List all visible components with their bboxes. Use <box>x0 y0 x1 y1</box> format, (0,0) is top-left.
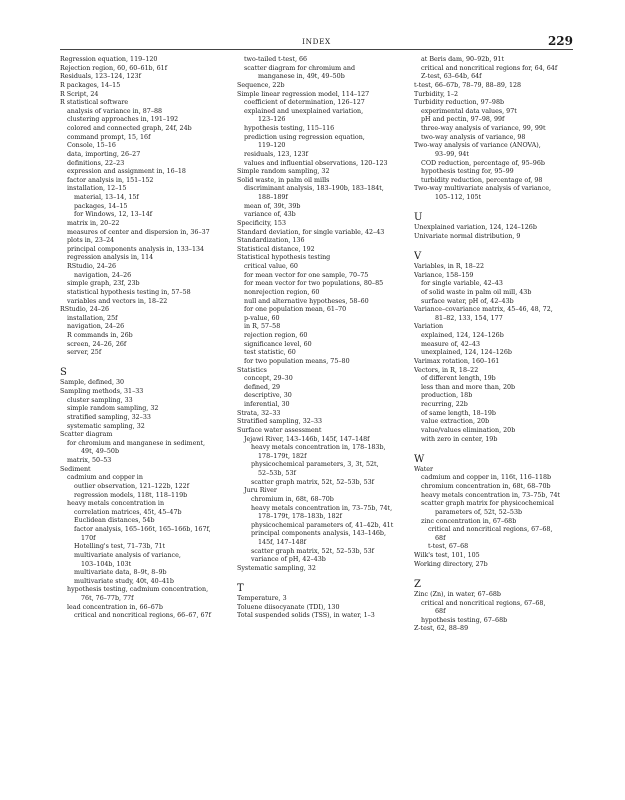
running-header <box>60 34 573 50</box>
index-subentry: heavy metals concentration in <box>67 500 165 508</box>
index-subentry: Euclidean distances, 54b <box>74 517 155 525</box>
section-letter-heading: U <box>414 212 423 224</box>
index-subentry: expression and assignment in, 16–18 <box>67 168 186 176</box>
index-column-3 <box>414 56 579 634</box>
section-letter-heading: W <box>414 453 425 465</box>
index-subentry: inferential, 30 <box>244 401 290 408</box>
index-subentry: simple random sampling, 32 <box>67 405 159 413</box>
index-entry: Water <box>414 465 434 473</box>
index-subentry: 123–126 <box>258 116 286 124</box>
index-entry: Unexplained variation, 124, 124–126b <box>414 224 537 232</box>
index-entry: Two-way multivariate analysis of variance, <box>414 185 552 193</box>
index-subentry: 105–112, 105t <box>435 194 482 201</box>
index-entry: Simple linear regression model, 114–127 <box>237 90 370 98</box>
index-subentry: variance of, 43b <box>244 211 296 219</box>
index-subentry: multivariate data, 8–9t, 8–9b <box>74 569 167 577</box>
index-subentry: principal components analysis in, 133–134 <box>67 245 205 253</box>
index-subentry: nonrejection region, 60 <box>244 288 320 296</box>
index-subentry: chromium concentration in, 68t, 68–70b <box>421 483 551 491</box>
index-subentry: R commands in, 26b <box>67 332 133 339</box>
index-subentry: physicochemical parameters, 3, 3t, 52t, <box>251 461 379 469</box>
index-subentry: for mean vector for two populations, 80–85 <box>244 280 384 288</box>
section-letter-heading: V <box>414 251 422 263</box>
index-subentry: Z-test, 63–64b, 64f <box>421 73 482 81</box>
index-subentry: Console, 15–16 <box>67 142 116 150</box>
index-entry: Temperature, 3 <box>237 595 287 603</box>
index-subentry: Jejawi River, 143–146b, 145f, 147–148f <box>244 435 370 443</box>
section-gap <box>414 444 579 453</box>
index-subentry: heavy metals concentration in, 73–75b, 74t <box>421 491 561 499</box>
index-subentry: hypothesis testing, 67–68b <box>421 616 508 624</box>
index-entry: Standard deviation, for single variable, 42–43 <box>237 228 385 236</box>
index-subentry: manganese in, 49t, 49–50b <box>258 73 345 81</box>
index-subentry: critical value, 60 <box>244 263 298 270</box>
index-subentry: critical and noncritical regions for, 64, 64f <box>421 64 558 72</box>
index-subentry: hypothesis testing, 115–116 <box>244 125 335 132</box>
index-subentry: 170f <box>81 534 96 542</box>
index-subentry: turbidity reduction, percentage of, 98 <box>421 176 543 184</box>
index-subentry: two-way analysis of variance, 98 <box>421 133 526 141</box>
index-subentry: simple graph, 23f, 23b <box>67 280 140 288</box>
index-subentry: value/values elimination, 20b <box>421 426 516 434</box>
index-subentry: 81–82, 133, 154, 177 <box>435 314 503 322</box>
index-subentry: clustering approaches in, 191–192 <box>67 116 179 124</box>
index-subentry: principal components analysis, 143–146b, <box>251 530 386 538</box>
index-subentry: lead concentration in, 66–67b <box>67 603 163 611</box>
index-subentry: material, 13–14, 15f <box>74 194 139 201</box>
index-entry: Working directory, 27b <box>414 560 488 568</box>
index-subentry: 49t, 49–50b <box>81 448 120 456</box>
index-subentry: for mean vector for one sample, 70–75 <box>244 271 369 279</box>
index-entry: Residuals, 123–124, 123f <box>60 73 141 81</box>
index-entry: Total suspended solids (TSS), in water, 1–3 <box>237 612 375 620</box>
index-subentry: zinc concentration in, 67–68b <box>421 517 517 525</box>
index-entry: Statistics <box>237 366 267 374</box>
index-subentry: multivariate study, 40t, 40–41b <box>74 577 174 585</box>
index-subentry: matrix in, 20–22 <box>67 219 120 227</box>
index-subentry: unexplained, 124, 124–126b <box>421 349 512 357</box>
index-subentry: stratified sampling, 32–33 <box>67 413 151 421</box>
index-subentry: cluster sampling, 33 <box>67 396 133 404</box>
index-subentry: regression models, 118t, 118–119b <box>74 491 188 499</box>
index-subentry: for single variable, 42–43 <box>421 280 503 288</box>
index-subentry: critical and noncritical regions, 67–68, <box>428 526 553 534</box>
index-entry: Zinc (Zn), in water, 67–68b <box>414 590 501 598</box>
index-subentry: with zero in center, 19b <box>421 435 498 443</box>
index-subentry: Juru River <box>244 487 277 495</box>
index-subentry: plots in, 23–24 <box>67 237 115 245</box>
index-subentry: navigation, 24–26 <box>74 271 132 279</box>
index-entry: Sampling methods, 31–33 <box>60 388 144 396</box>
index-subentry: explained, 124, 124–126b <box>421 332 504 340</box>
index-subentry: scatter graph matrix for physicochemical <box>421 500 554 508</box>
index-subentry: RStudio, 24–26 <box>67 263 117 270</box>
page-number: 229 <box>547 34 573 48</box>
index-subentry: t-test, 67–68 <box>428 543 469 551</box>
index-entry: Solid waste, in palm oil mills <box>237 176 330 184</box>
header-rule <box>60 49 573 50</box>
index-column-1 <box>60 56 235 621</box>
index-entry: Standardization, 136 <box>237 237 305 245</box>
index-subentry: installation, 25f <box>67 314 118 322</box>
index-subentry: descriptive, 30 <box>244 392 292 400</box>
index-subentry: defined, 29 <box>244 383 281 391</box>
index-subentry: for two population means, 75–80 <box>244 357 350 365</box>
index-subentry: for one population mean, 61–70 <box>244 306 347 314</box>
index-entry: RStudio, 24–26 <box>60 306 110 314</box>
index-subentry: screen, 24–26, 26f <box>67 340 127 348</box>
index-subentry: 76t, 76–77b, 77f <box>81 595 134 603</box>
index-entry: Surface water assessment <box>237 426 322 434</box>
index-subentry: 145f, 147–148f <box>258 539 306 546</box>
index-subentry: value extraction, 20b <box>421 418 490 426</box>
index-entry: Vectors, in R, 18–22 <box>414 366 479 374</box>
index-subentry: critical and noncritical regions, 67–68, <box>421 599 546 607</box>
index-subentry: 68f <box>435 534 446 542</box>
index-entry: Simple random sampling, 32 <box>237 168 330 176</box>
index-subentry: discriminant analysis, 183–190b, 183–184t, <box>244 185 384 193</box>
index-entry: Variance, 158–159 <box>414 271 474 279</box>
index-subentry: physicochemical parameters of, 41–42b, 41t <box>251 521 394 529</box>
index-subentry: definitions, 22–23 <box>67 159 125 167</box>
index-entry: Turbidity, 1–2 <box>414 90 459 98</box>
section-letter-heading: Z <box>414 578 421 590</box>
index-subentry: packages, 14–15 <box>74 202 128 210</box>
index-entry: Systematic sampling, 32 <box>237 564 316 572</box>
index-subentry: server, 25f <box>67 349 102 357</box>
index-entry: Specificity, 153 <box>237 219 286 227</box>
index-subentry: outlier observation, 121–122b, 122f <box>74 482 190 490</box>
section-gap <box>414 203 579 212</box>
index-subentry: installation, 12–15 <box>67 185 127 193</box>
index-subentry: experimental data values, 97t <box>421 107 517 115</box>
index-subentry: 178–179t, 178–183b, 182f <box>258 513 342 521</box>
index-subentry: at Beris dam, 90–92b, 91t <box>421 56 505 63</box>
index-subentry: measure of, 42–43 <box>421 340 480 348</box>
index-subentry: 103–104b, 103t <box>81 560 132 568</box>
index-subentry: of different length, 19b <box>421 375 496 383</box>
index-subentry: analysis of variance in, 87–88 <box>67 107 163 115</box>
index-subentry: chromium in, 68t, 68–70b <box>251 495 334 503</box>
index-subentry: scatter diagram for chromium and <box>244 64 356 72</box>
index-entry: Statistical hypothesis testing <box>237 254 331 262</box>
index-subentry: coefficient of determination, 126–127 <box>244 99 365 107</box>
index-subentry: cadmium and copper in <box>67 474 143 482</box>
index-entry: Statistical distance, 192 <box>237 245 315 253</box>
index-subentry: variance of pH, 42–43b <box>251 556 326 564</box>
index-entry: Toluene diisocyanate (TDI), 130 <box>237 603 340 611</box>
index-subentry: of same length, 18–19b <box>421 409 496 417</box>
index-subentry: surface water, pH of, 42–43b <box>421 297 514 305</box>
index-entry: Sample, defined, 30 <box>60 379 125 387</box>
index-subentry: scatter graph matrix, 52t, 52–53b, 53f <box>251 547 375 555</box>
index-subentry: command prompt, 15, 16f <box>67 133 151 141</box>
index-subentry: test statistic, 60 <box>244 349 296 357</box>
index-entry: Z-test, 62, 88–89 <box>414 625 469 633</box>
index-subentry: navigation, 24–26 <box>67 323 125 331</box>
index-entry: Two-way analysis of variance (ANOVA), <box>414 142 541 150</box>
index-subentry: for chromium and manganese in sediment, <box>67 439 206 447</box>
index-subentry: rejection region, 60 <box>244 332 308 339</box>
index-subentry: two-tailed t-test, 66 <box>244 56 308 63</box>
index-subentry: colored and connected graph, 24f, 24b <box>67 125 192 132</box>
index-subentry: 119–120 <box>258 142 286 150</box>
index-subentry: parameters of, 52t, 52–53b <box>435 508 523 516</box>
index-subentry: heavy metals concentration in, 73–75b, 74t, <box>251 504 393 512</box>
index-subentry: regression analysis in, 114 <box>67 254 154 262</box>
index-subentry: mean of, 39t, 39b <box>244 202 301 210</box>
index-entry: Sequence, 22b <box>237 81 285 89</box>
index-subentry: null and alternative hypotheses, 58–60 <box>244 297 369 305</box>
index-subentry: three-way analysis of variance, 99, 99t <box>421 125 546 132</box>
index-subentry: 52–53b, 53f <box>258 470 296 477</box>
index-subentry: cadmium and copper in, 116t, 116–118b <box>421 474 552 482</box>
index-subentry: 68f <box>435 608 446 616</box>
index-subentry: p-value, 60 <box>244 314 280 322</box>
index-subentry: for Windows, 12, 13–14f <box>74 211 153 219</box>
index-subentry: hypothesis testing for, 95–99 <box>421 168 514 176</box>
index-entry: Scatter diagram <box>60 431 113 439</box>
index-subentry: critical and noncritical regions, 66–67, 67f <box>74 612 211 620</box>
index-subentry: heavy metals concentration in, 178–183b, <box>251 444 386 452</box>
index-subentry: less than and more than, 20b <box>421 383 516 391</box>
index-subentry: factor analysis, 165–166t, 165–166b, 167f, <box>74 526 211 534</box>
section-gap <box>414 241 579 250</box>
index-subentry: data, importing, 26–27 <box>67 150 141 158</box>
index-entry: Varimax rotation, 160–161 <box>414 357 500 365</box>
index-subentry: factor analysis in, 151–152 <box>67 176 154 184</box>
index-subentry: Hotelling's test, 71–73b, 71t <box>74 543 166 551</box>
index-entry: Variance–covariance matrix, 45–46, 48, 72, <box>414 306 553 314</box>
index-entry: Univariate normal distribution, 9 <box>414 232 521 240</box>
index-entry: R Script, 24 <box>60 90 99 98</box>
index-subentry: variables and vectors in, 18–22 <box>67 297 168 305</box>
section-gap <box>414 569 579 578</box>
index-subentry: recurring, 22b <box>421 401 468 409</box>
index-column-2 <box>237 56 412 621</box>
index-entry: Variables, in R, 18–22 <box>414 263 485 271</box>
index-subentry: explained and unexplained variation, <box>244 107 364 115</box>
index-subentry: of solid waste in palm oil mill, 43b <box>421 288 532 296</box>
index-subentry: significance level, 60 <box>244 340 312 348</box>
section-letter-heading: T <box>237 583 244 595</box>
section-gap <box>60 358 235 367</box>
index-subentry: concept, 29–30 <box>244 375 293 383</box>
index-subentry: in R, 57–58 <box>244 323 281 331</box>
section-gap <box>237 574 412 583</box>
index-subentry: statistical hypothesis testing in, 57–58 <box>67 288 191 296</box>
index-entry: Turbidity reduction, 97–98b <box>414 99 505 107</box>
index-subentry: 93–99, 94t <box>435 150 469 158</box>
index-subentry: 178–179t, 182f <box>258 452 307 460</box>
index-subentry: systematic sampling, 32 <box>67 422 145 430</box>
index-entry: R packages, 14–15 <box>60 81 121 89</box>
index-entry: Wilk's test, 101, 105 <box>414 552 480 560</box>
index-subentry: correlation matrices, 45t, 45–47b <box>74 508 182 516</box>
index-subentry: matrix, 50–53 <box>67 457 112 465</box>
index-entry: Stratified sampling, 32–33 <box>237 418 323 426</box>
index-entry: Regression equation, 119–120 <box>60 56 158 63</box>
index-entry: Variation <box>414 323 444 331</box>
index-subentry: pH and pectin, 97–98, 99f <box>421 116 505 124</box>
section-letter-heading: S <box>60 367 67 379</box>
index-subentry: values and influential observations, 120–123 <box>244 159 388 167</box>
index-subentry: scatter graph matrix, 52t, 52–53b, 53f <box>251 478 375 486</box>
index-subentry: production, 18b <box>421 392 473 400</box>
index-entry: Strata, 32–33 <box>237 409 281 417</box>
index-entry: R statistical software <box>60 99 129 107</box>
index-entry: Sediment <box>60 465 91 473</box>
index-subentry: 188–189f <box>258 194 288 201</box>
index-subentry: hypothesis testing, cadmium concentration, <box>67 586 209 594</box>
index-subentry: prediction using regression equation, <box>244 133 365 141</box>
index-entry: t-test, 66–67b, 78–79, 88–89, 128 <box>414 81 522 89</box>
index-subentry: measures of center and dispersion in, 36–37 <box>67 228 210 236</box>
index-subentry: COD reduction, percentage of, 95–96b <box>421 159 545 167</box>
index-subentry: residuals, 123, 123f <box>244 150 308 158</box>
running-title: INDEX <box>302 37 331 46</box>
index-subentry: multivariate analysis of variance, <box>74 551 181 559</box>
index-entry: Rejection region, 60, 60–61b, 61f <box>60 64 168 72</box>
